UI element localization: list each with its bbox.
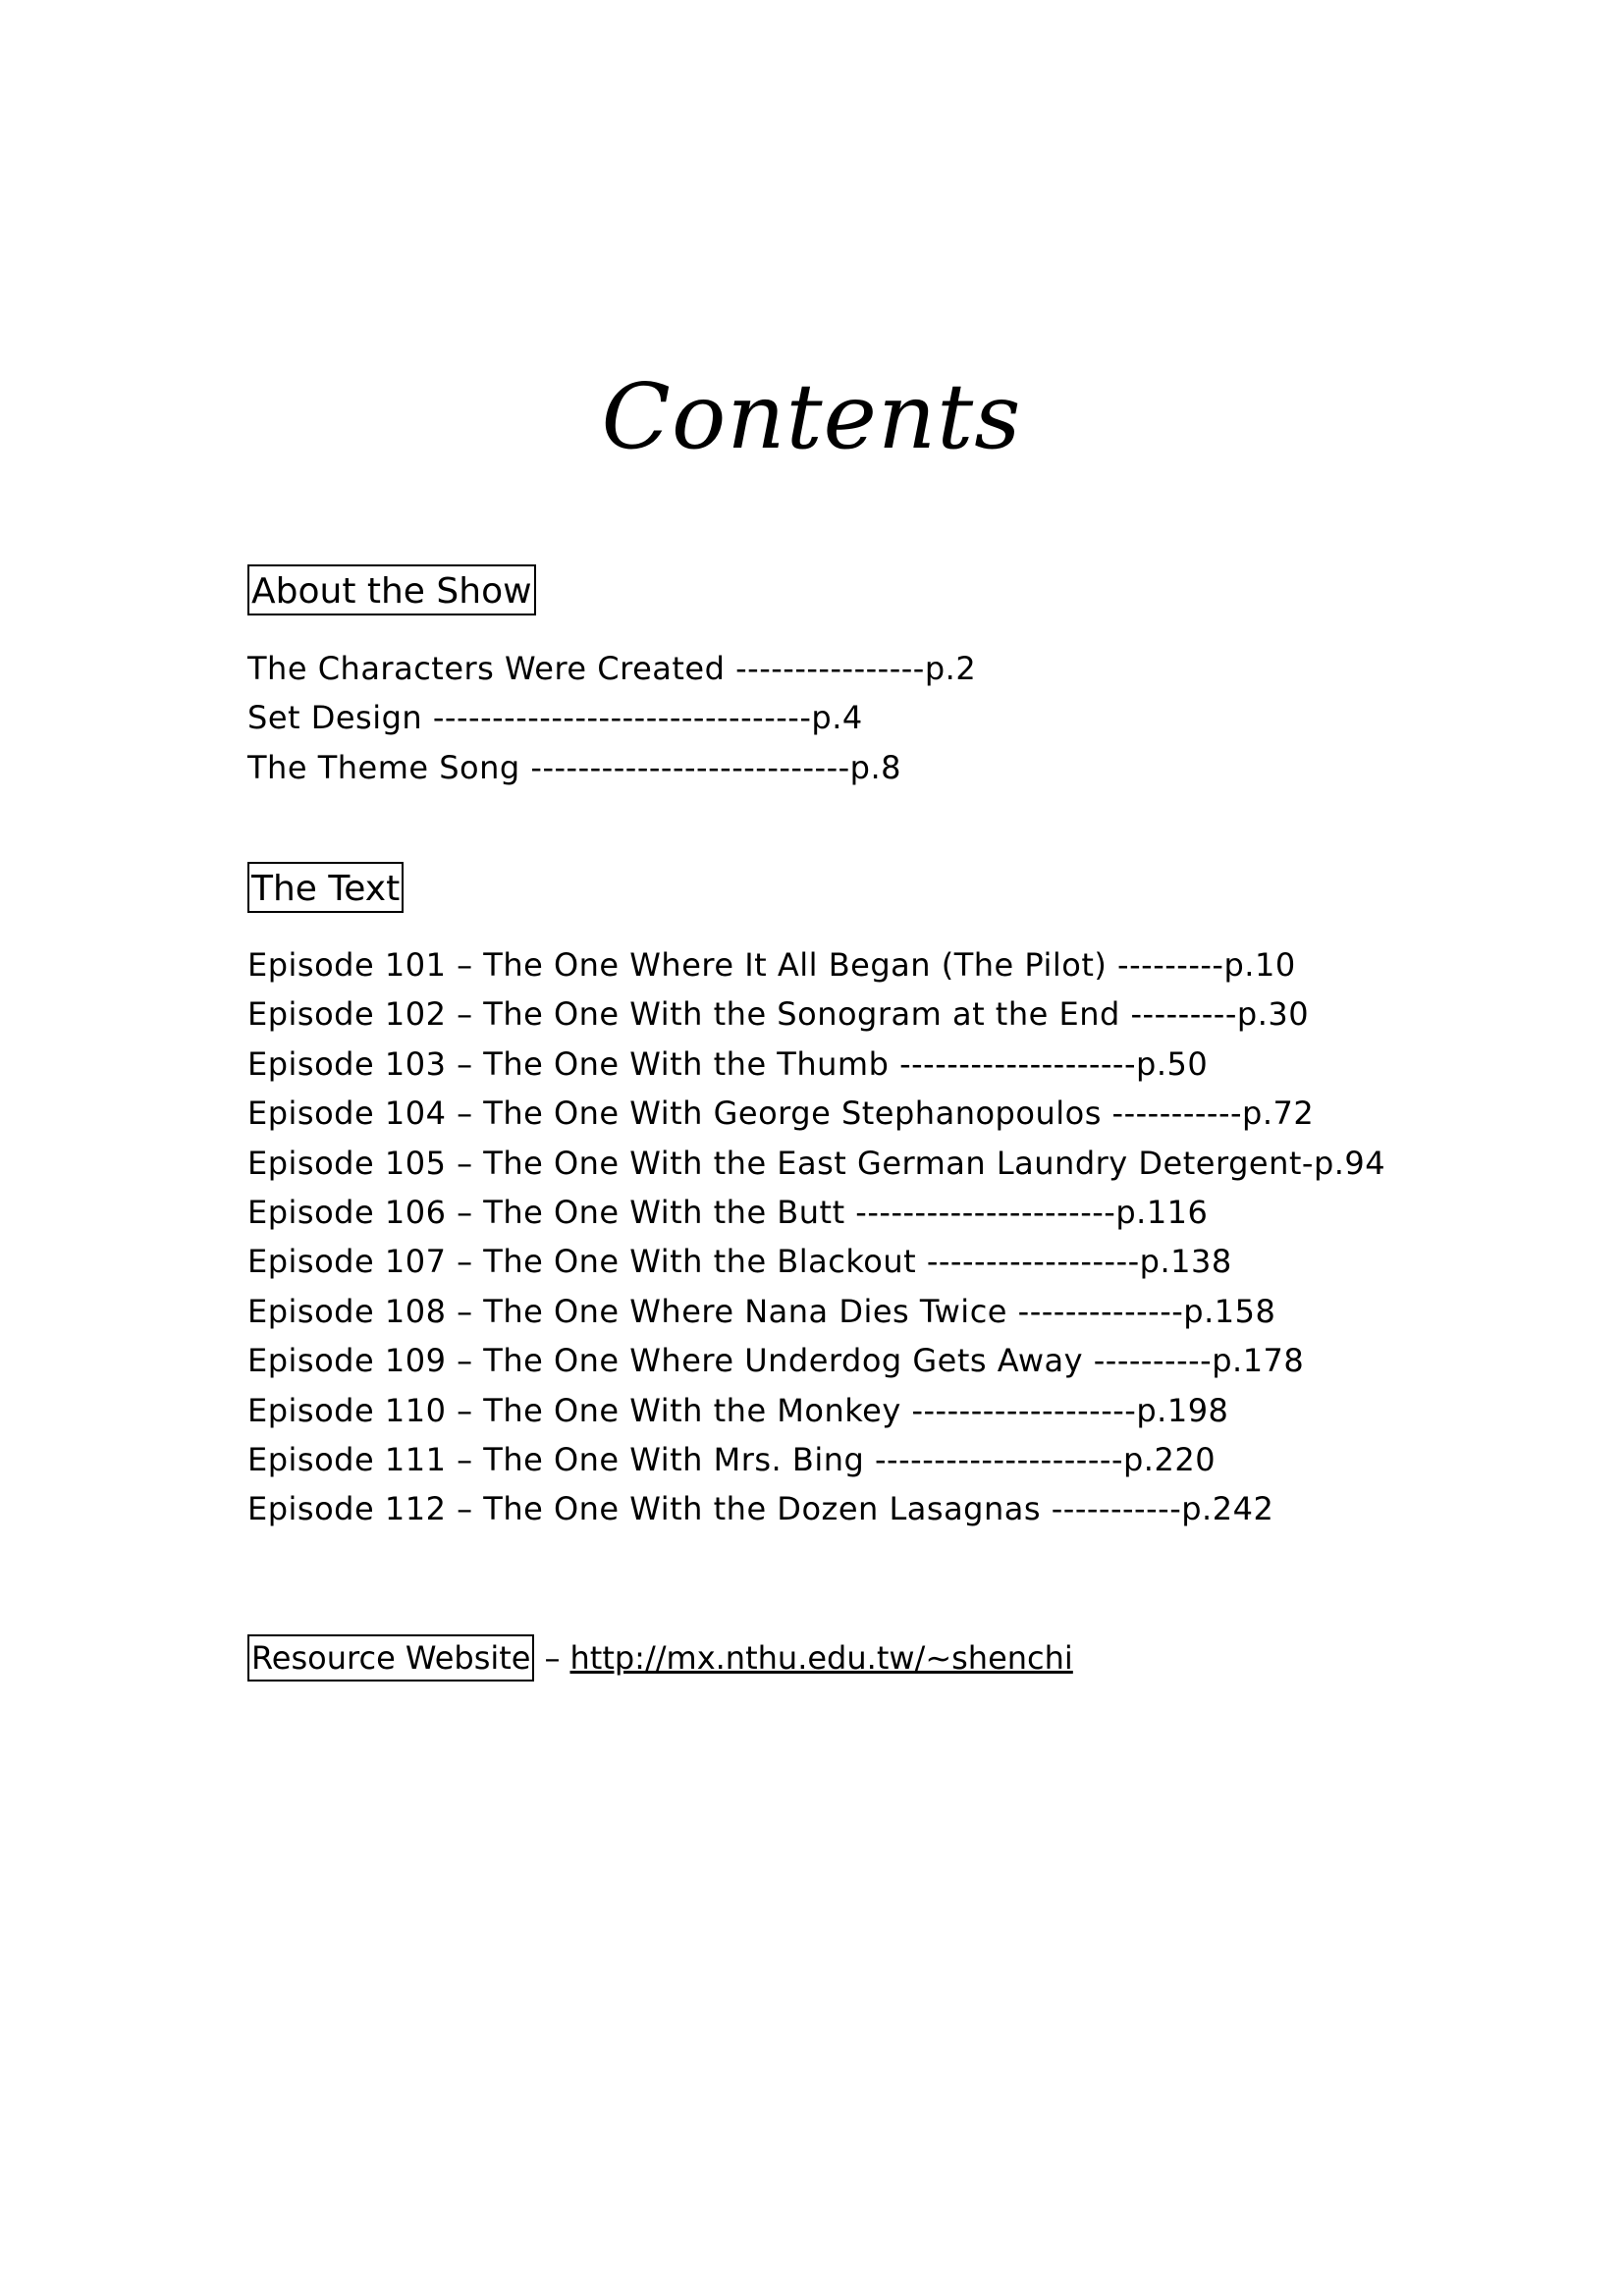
toc-entry: Episode 110 – The One With the Monkey -------------------p.198 (247, 1391, 1229, 1429)
toc-entry: Episode 111 – The One With Mrs. Bing ---------------------p.220 (247, 1440, 1217, 1478)
resource-website-label: Resource Website (247, 1634, 534, 1682)
toc-entry: The Characters Were Created ----------------p.2 (247, 650, 977, 687)
toc-entry: The Theme Song ---------------------------p.8 (247, 748, 901, 786)
toc-entry: Episode 102 – The One With the Sonogram at the End ---------p.30 (247, 995, 1310, 1034)
resource-website-line (247, 1634, 1073, 1682)
toc-entry: Set Design --------------------------------p.4 (247, 699, 863, 737)
section-heading-the-text: The Text (247, 862, 404, 913)
toc-entry: Episode 104 – The One With George Stephanopoulos -----------p.72 (247, 1095, 1315, 1133)
toc-entry: Episode 107 – The One With the Blackout ------------------p.138 (247, 1243, 1232, 1281)
toc-entry: Episode 109 – The One Where Underdog Gets Away ----------p.178 (247, 1342, 1305, 1380)
toc-list-the-text (247, 940, 1385, 1534)
toc-entry: Episode 101 – The One Where It All Began (The Pilot) ---------p.10 (247, 946, 1296, 984)
toc-entry: Episode 108 – The One Where Nana Dies Twice --------------p.158 (247, 1292, 1276, 1330)
resource-website-link[interactable]: http://mx.nthu.edu.tw/~shenchi (569, 1639, 1073, 1677)
toc-entry: Episode 112 – The One With the Dozen Lasagnas -----------p.242 (247, 1490, 1274, 1528)
page-title: Contents (601, 364, 1022, 469)
toc-entry: Episode 105 – The One With the East German Laundry Detergent-p.94 (247, 1144, 1386, 1182)
section-heading-about-the-show: About the Show (247, 564, 536, 615)
toc-entry: Episode 106 – The One With the Butt ----------------------p.116 (247, 1193, 1209, 1231)
resource-separator: – (544, 1639, 561, 1677)
toc-list-about-the-show (247, 644, 976, 792)
toc-entry: Episode 103 – The One With the Thumb --------------------p.50 (247, 1044, 1209, 1083)
